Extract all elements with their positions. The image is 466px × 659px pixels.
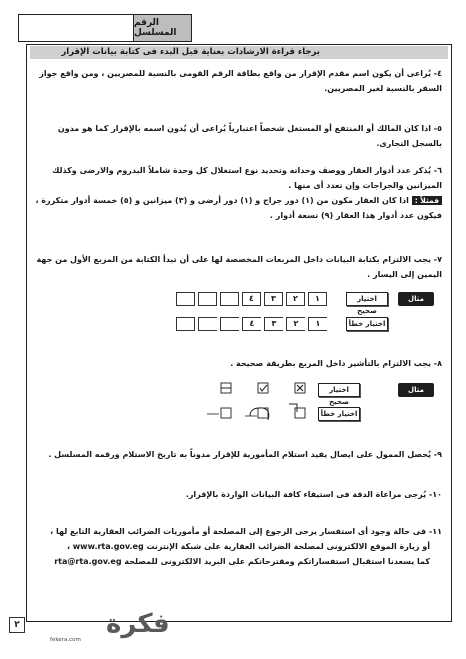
digit-cell: ٣	[264, 292, 283, 306]
correct-cells-row	[176, 292, 327, 306]
instruction-item-11-line3: كما يسعدنا استقبال استفساراتكم ومقترحاتكم على البريد الالكترونى للمصلحة rta@rta.gov.eg	[54, 557, 430, 566]
checkbox-x-mark	[295, 383, 305, 393]
serial-number-box	[18, 14, 192, 42]
instruction-item-10: ١٠- يُرجى مراعاة الدقة فى استيفاء كافة البيانات الواردة بالإقرار.	[185, 490, 442, 499]
digit-cell	[220, 292, 239, 306]
digit-cell	[220, 317, 239, 331]
page-number: ٢	[9, 617, 25, 633]
instruction-item-6	[28, 163, 442, 223]
instruction-item-11-line2: أو زيارة الموقع الالكترونى لمصلحة الضرائب العقارية على شبكة الإنترنت www.rta.gov.eg ،	[66, 542, 430, 551]
example-tag-8: مثال توضيحى	[398, 383, 434, 397]
digit-cell	[198, 292, 217, 306]
digit-cell: ٢	[286, 292, 305, 306]
correct-choice-label-7: اختيار صحيح	[346, 292, 388, 306]
digit-cell	[176, 292, 195, 306]
digit-cell	[198, 317, 217, 331]
wrong-cells-row	[176, 317, 327, 331]
checkbox-examples	[205, 380, 315, 428]
digit-cell: ٤	[242, 292, 261, 306]
checkbox-wrong-circle	[245, 408, 269, 420]
serial-number-label: الرقم المسلسل	[133, 15, 191, 41]
instructions-header: برجاء قراءة الارشادات بعناية قبل البدء فى كتابة بيانات الإقرار	[30, 46, 448, 59]
logo-subtitle: fekera.com	[50, 637, 81, 643]
checkbox-line-mark	[221, 383, 231, 393]
instruction-item-9: ٩- يُحصل الممول على ايصال يفيد استلام المأمورية للإقرار مدوناً به تاريخ الاستلام ورقمه المسلسل .	[48, 450, 442, 459]
serial-number-field[interactable]	[19, 15, 133, 41]
wrong-choice-label-7: اختيار خطأ	[346, 317, 388, 331]
digit-cell: ١	[308, 317, 327, 331]
instruction-item-8: ٨- يجب الالتزام بالتأشير داخل المربع بطريقة صحيحة .	[230, 359, 442, 368]
instruction-item-6-text: ٦- يُذكر عدد أدوار العقار ووصف وحداته وتحديد نوع استغلال كل وحدة شاملاً البدروم والارضى وكذلك الميزانين والجراجات وإن تعدد أى منها .	[52, 166, 442, 190]
svg-text:فكرة: فكرة	[106, 609, 170, 639]
instruction-item-5: ٥- اذا كان المالك أو المنتفع أو المستغل شخصاً اعتبارياً يُراعى أن يُدون اسمه بالإقرار كما هو مدون بالسجل التجارى.	[57, 124, 442, 148]
digit-cell: ٣	[264, 317, 283, 331]
digit-cell: ٢	[286, 317, 305, 331]
instruction-item-11	[28, 524, 442, 569]
instruction-item-4: ٤- يُراعى أن يكون اسم مقدم الإقرار من واقع بطاقة الرقم القومى بالنسبة للمصريين ، ومن واقع جواز السفر بالنسبة لغير المصريين.	[39, 69, 442, 93]
example-tag-7: مثال توضيحى	[398, 292, 434, 306]
correct-choice-label-8: اختيار صحيح	[318, 383, 360, 397]
example-note-text: اذا كان العقار مكون من (١) دور جراج و (١) دور أرضى و (٣) ميزانين و (٥) خمسة أدوار متكررة ، فيكون عدد أدوار هذا العقار (٩) تسعة أدوار .	[35, 196, 442, 220]
instruction-item-11-line1: ١١- فى حالة وجود أى استفسار يرجى الرجوع إلى المصلحة أو مأموريات الضرائب العقارية التابع لها ،	[50, 527, 442, 536]
digit-cell: ١	[308, 292, 327, 306]
wrong-choice-label-8: اختيار خطأ	[318, 407, 360, 421]
checkbox-check-mark	[258, 383, 268, 393]
checkbox-wrong-outside	[207, 408, 231, 418]
digit-cell: ٤	[242, 317, 261, 331]
example-note-label: فمثلاً :	[412, 196, 442, 205]
digit-cell	[176, 317, 195, 331]
instruction-item-7: ٧- يجب الالتزام بكتابة البيانات داخل المربعات المخصصة لها على أن تبدأ الكتابة من المربع الأول من جهة اليمين إلى اليسار .	[36, 255, 442, 279]
checkbox-wrong-corner	[289, 404, 305, 418]
